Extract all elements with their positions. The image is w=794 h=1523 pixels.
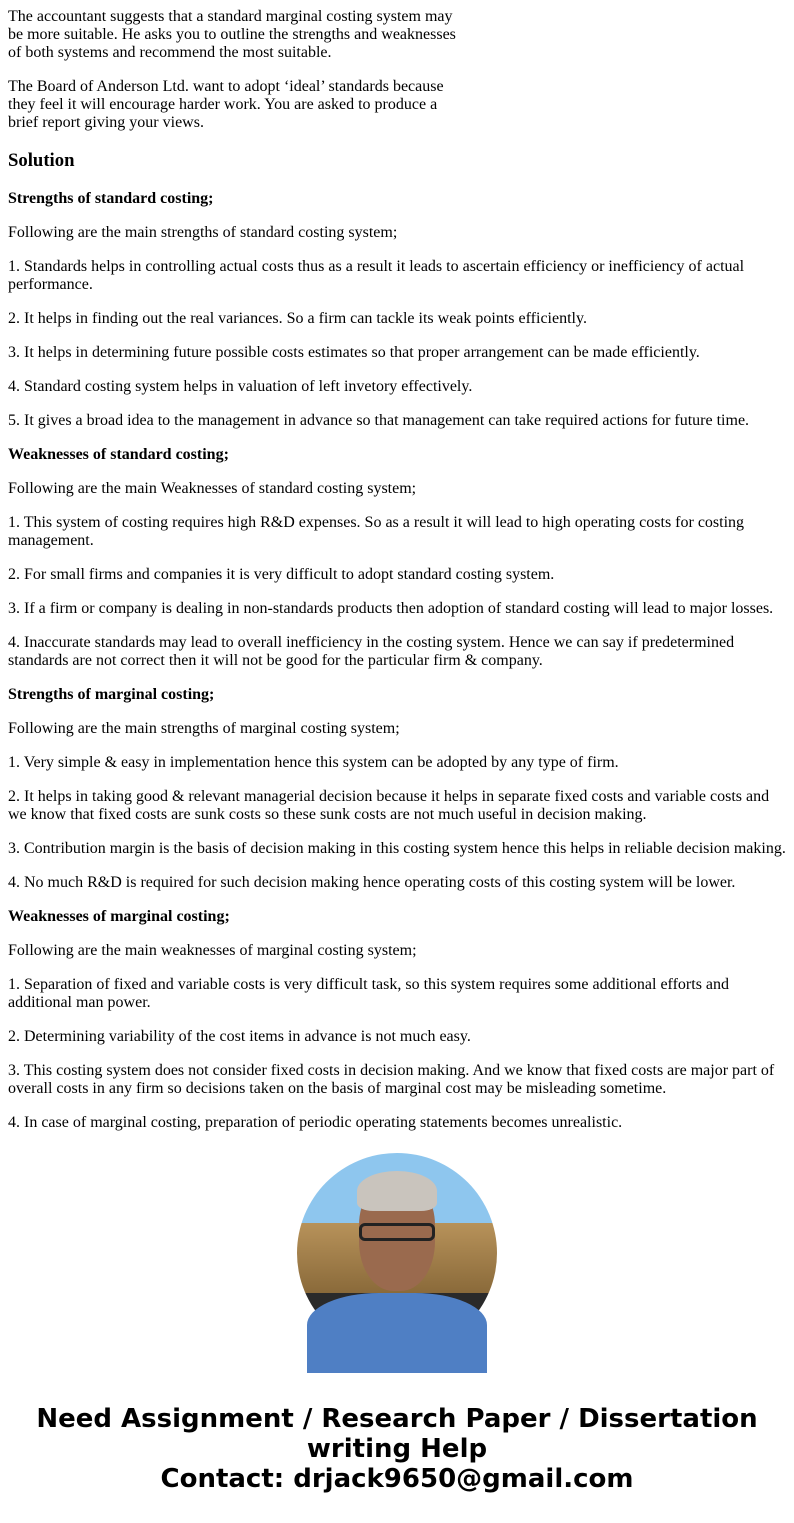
section-heading: Strengths of marginal costing; bbox=[8, 686, 215, 703]
promo-text: Need Assignment / Research Paper / Dissertation writing Help bbox=[36, 1404, 758, 1464]
section-heading: Weaknesses of standard costing; bbox=[8, 446, 229, 463]
list-item: 3. This costing system does not consider fixed costs in decision making. And we know that fixed costs are major part of overall costs in any firm so decisions taken on the basis of marginal cost may be misleading sometime. bbox=[8, 1062, 775, 1097]
list-item: 4. Standard costing system helps in valuation of left invetory effectively. bbox=[8, 378, 473, 395]
list-item: 1. Very simple & easy in implementation hence this system can be adopted by any type of firm. bbox=[8, 754, 619, 771]
section-lead: Following are the main strengths of standard costing system; bbox=[8, 224, 398, 241]
list-item: 4. No much R&D is required for such decision making hence operating costs of this costing system will be lower. bbox=[8, 874, 736, 891]
intro-paragraph: The Board of Anderson Ltd. want to adopt ‘ideal’ standards because they feel it will encourage harder work. You are asked to produce a brief report giving your views. bbox=[8, 78, 444, 131]
intro-paragraph: The accountant suggests that a standard marginal costing system may be more suitable. He asks you to outline the strengths and weaknesses of both systems and recommend the most suitable. bbox=[8, 8, 456, 61]
author-photo bbox=[297, 1153, 497, 1353]
list-item: 2. Determining variability of the cost items in advance is not much easy. bbox=[8, 1028, 471, 1045]
section-heading: Strengths of standard costing; bbox=[8, 190, 214, 207]
list-item: 3. It helps in determining future possible costs estimates so that proper arrangement can be made efficiently. bbox=[8, 344, 700, 361]
solution-heading: Solution bbox=[8, 150, 75, 171]
contact-email: Contact: drjack9650@gmail.com bbox=[160, 1464, 634, 1494]
list-item: 2. It helps in finding out the real variances. So a firm can tackle its weak points efficiently. bbox=[8, 310, 587, 327]
list-item: 3. If a firm or company is dealing in non-standards products then adoption of standard costing will lead to major losses. bbox=[8, 600, 774, 617]
list-item: 4. In case of marginal costing, preparation of periodic operating statements becomes unrealistic. bbox=[8, 1114, 623, 1131]
photo-glasses bbox=[359, 1223, 435, 1241]
list-item: 4. Inaccurate standards may lead to overall inefficiency in the costing system. Hence we can say if predetermined standards are not correct then it will not be good for the particular firm & company. bbox=[8, 634, 735, 669]
section-heading: Weaknesses of marginal costing; bbox=[8, 908, 230, 925]
photo-hair bbox=[357, 1171, 437, 1211]
photo-shirt bbox=[307, 1293, 487, 1373]
section-lead: Following are the main Weaknesses of standard costing system; bbox=[8, 480, 417, 497]
list-item: 3. Contribution margin is the basis of decision making in this costing system hence this helps in reliable decision making. bbox=[8, 840, 786, 857]
list-item: 1. Standards helps in controlling actual costs thus as a result it leads to ascertain efficiency or inefficiency of actual performance. bbox=[8, 258, 745, 293]
list-item: 5. It gives a broad idea to the management in advance so that management can take required actions for future time. bbox=[8, 412, 750, 429]
sections bbox=[8, 190, 788, 1132]
solution-document bbox=[8, 0, 788, 1131]
list-item: 2. For small firms and companies it is very difficult to adopt standard costing system. bbox=[8, 566, 555, 583]
list-item: 1. This system of costing requires high R&D expenses. So as a result it will lead to high operating costs for costing management. bbox=[8, 514, 745, 549]
section-lead: Following are the main strengths of marginal costing system; bbox=[8, 720, 400, 737]
section-lead: Following are the main weaknesses of marginal costing system; bbox=[8, 942, 417, 959]
list-item: 1. Separation of fixed and variable costs is very difficult task, so this system requires some additional efforts and additional man power. bbox=[8, 976, 730, 1011]
list-item: 2. It helps in taking good & relevant managerial decision because it helps in separate fixed costs and variable costs and we know that fixed costs are sunk costs so these sunk costs are not much useful in decision making. bbox=[8, 788, 770, 823]
promo-footer bbox=[0, 1404, 794, 1494]
